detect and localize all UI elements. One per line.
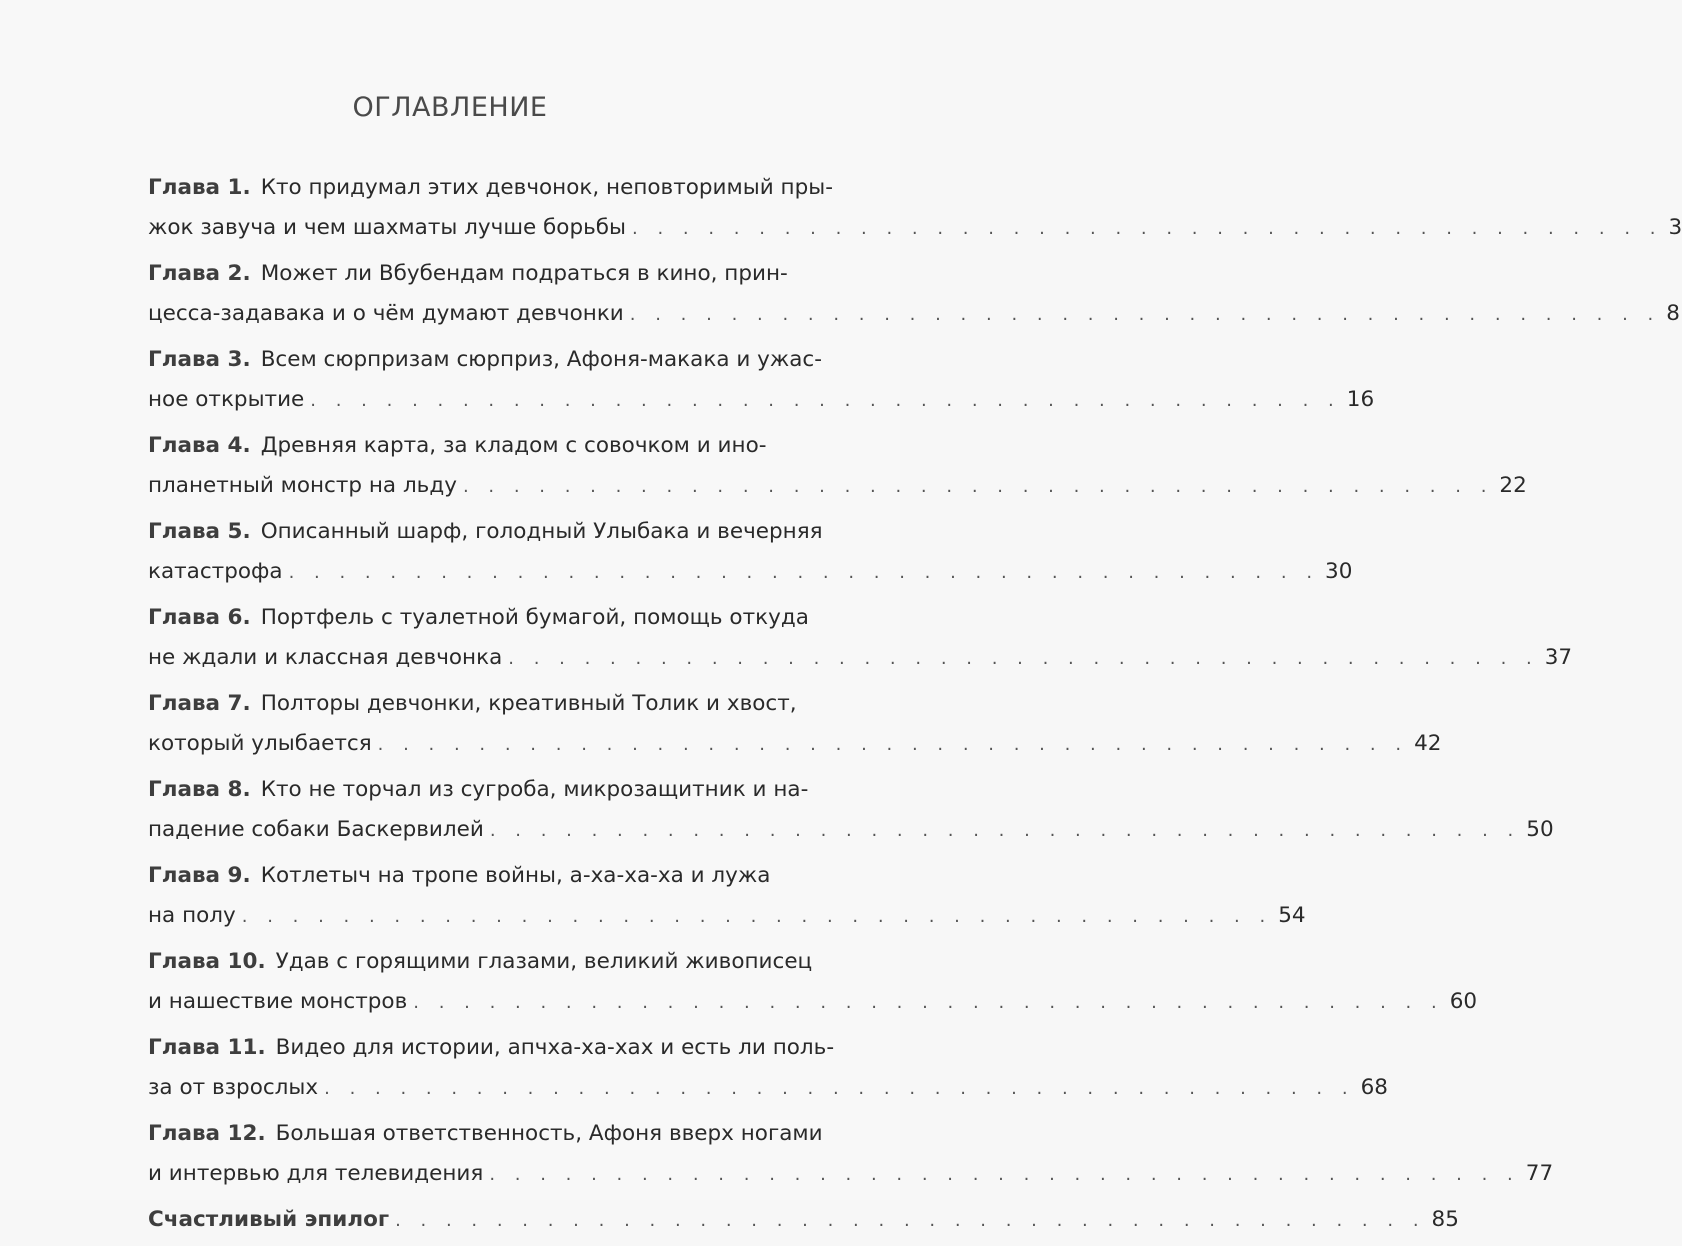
dot-leader: . . . . . . . . . . . . . . . . . . . . . . . . . . . . . . . . . . . . . . . . . xyxy=(242,897,1272,937)
chapter-label: Глава 5. xyxy=(148,512,251,552)
dot-leader: . . . . . . . . . . . . . . . . . . . . . . . . . . . . . . . . . . . . . . . . . xyxy=(413,983,1443,1023)
chapter-title-line1: Кто не торчал из сугроба, микрозащитник и на- xyxy=(261,770,809,810)
dot-leader: . . . . . . . . . . . . . . . . . . . . . . . . . . . . . . . . . . . . . . . . . xyxy=(378,725,1408,765)
toc-entry-epilogue xyxy=(148,1200,792,1240)
toc-entry-12 xyxy=(148,1114,792,1194)
chapter-title-line2: планетный монстр на льду xyxy=(148,466,457,506)
dot-leader: . . . . . . . . . . . . . . . . . . . . . . . . . . . . . . . . . . . . . . . . . xyxy=(508,639,1538,679)
chapter-title-line2: на полу xyxy=(148,896,236,936)
toc-entry-7 xyxy=(148,684,792,764)
chapter-title-line1: Большая ответственность, Афоня вверх ногами xyxy=(276,1114,823,1154)
chapter-label: Глава 4. xyxy=(148,426,251,466)
chapter-label: Глава 9. xyxy=(148,856,251,896)
toc-entry-8 xyxy=(148,770,792,850)
chapter-title-line1: Древняя карта, за кладом с совочком и ино- xyxy=(261,426,767,466)
chapter-title-line2: жок завуча и чем шахматы лучше борьбы xyxy=(148,208,626,248)
chapter-label: Глава 11. xyxy=(148,1028,266,1068)
toc-entry-10 xyxy=(148,942,792,1022)
page-number: 54 xyxy=(1278,896,1305,936)
page-number: 30 xyxy=(1325,552,1352,592)
page-number: 77 xyxy=(1526,1154,1553,1194)
page-number: 37 xyxy=(1545,638,1572,678)
chapter-title-line2: ное открытие xyxy=(148,380,304,420)
page-title: ОГЛАВЛЕНИЕ xyxy=(0,92,900,123)
dot-leader: . . . . . . . . . . . . . . . . . . . . . . . . . . . . . . . . . . . . . . . . . xyxy=(310,381,1340,421)
chapter-title-line1: Портфель с туалетной бумагой, помощь откуда xyxy=(261,598,809,638)
dot-leader: . . . . . . . . . . . . . . . . . . . . . . . . . . . . . . . . . . . . . . . . . xyxy=(324,1069,1354,1109)
dot-leader: . . . . . . . . . . . . . . . . . . . . . . . . . . . . . . . . . . . . . . . . . xyxy=(632,209,1662,249)
page-number: 50 xyxy=(1526,810,1553,850)
chapter-label: Глава 1. xyxy=(148,168,251,208)
chapter-title-line2: катастрофа xyxy=(148,552,283,592)
dot-leader: . . . . . . . . . . . . . . . . . . . . . . . . . . . . . . . . . . . . . . . . . xyxy=(630,295,1660,335)
chapter-title-line1: Может ли Вбубендам подраться в кино, прин- xyxy=(261,254,788,294)
chapter-title-line1: Описанный шарф, голодный Улыбака и вечерняя xyxy=(261,512,823,552)
chapter-label: Глава 2. xyxy=(148,254,251,294)
toc-entry-3 xyxy=(148,340,792,420)
table-of-contents xyxy=(148,168,792,1246)
chapter-label: Глава 3. xyxy=(148,340,251,380)
chapter-label: Глава 6. xyxy=(148,598,251,638)
chapter-title-line1: Удав с горящими глазами, великий живописец xyxy=(276,942,813,982)
dot-leader: . . . . . . . . . . . . . . . . . . . . . . . . . . . . . . . . . . . . . . . . . xyxy=(395,1201,1425,1241)
toc-entry-4 xyxy=(148,426,792,506)
chapter-title-line2: не ждали и классная девчонка xyxy=(148,638,502,678)
page-number: 3 xyxy=(1669,208,1682,248)
chapter-title-line2: цесса-задавака и о чём думают девчонки xyxy=(148,294,624,334)
chapter-title-line2: и интервью для телевидения xyxy=(148,1154,483,1194)
chapter-label: Глава 8. xyxy=(148,770,251,810)
chapter-title-line1: Кто придумал этих девчонок, неповторимый пры- xyxy=(261,168,833,208)
chapter-title-line2: и нашествие монстров xyxy=(148,982,407,1022)
toc-entry-6 xyxy=(148,598,792,678)
toc-entry-1 xyxy=(148,168,792,248)
chapter-title-line2: который улыбается xyxy=(148,724,372,764)
toc-entry-2 xyxy=(148,254,792,334)
dot-leader: . . . . . . . . . . . . . . . . . . . . . . . . . . . . . . . . . . . . . . . . . xyxy=(289,553,1319,593)
page-number: 60 xyxy=(1450,982,1477,1022)
chapter-title-line2: падение собаки Баскервилей xyxy=(148,810,484,850)
chapter-title-line1: Полторы девчонки, креативный Толик и хвост, xyxy=(261,684,797,724)
toc-entry-9 xyxy=(148,856,792,936)
page-number: 8 xyxy=(1666,294,1680,334)
toc-entry-11 xyxy=(148,1028,792,1108)
dot-leader: . . . . . . . . . . . . . . . . . . . . . . . . . . . . . . . . . . . . . . . . . xyxy=(463,467,1493,507)
chapter-title-line2: за от взрослых xyxy=(148,1068,318,1108)
chapter-label: Глава 7. xyxy=(148,684,251,724)
chapter-label: Глава 10. xyxy=(148,942,266,982)
chapter-title-line1: Всем сюрпризам сюрприз, Афоня-макака и ужас- xyxy=(261,340,822,380)
page-number: 42 xyxy=(1414,724,1441,764)
page-number: 22 xyxy=(1499,466,1526,506)
page-number: 85 xyxy=(1432,1200,1459,1240)
dot-leader: . . . . . . . . . . . . . . . . . . . . . . . . . . . . . . . . . . . . . . . . . xyxy=(489,1155,1519,1195)
toc-entry-5 xyxy=(148,512,792,592)
epilogue-label: Счастливый эпилог xyxy=(148,1200,389,1240)
chapter-label: Глава 12. xyxy=(148,1114,266,1154)
chapter-title-line1: Видео для истории, апчха-ха-хах и есть ли поль- xyxy=(276,1028,834,1068)
page-number: 68 xyxy=(1361,1068,1388,1108)
chapter-title-line1: Котлетыч на тропе войны, а-ха-ха-ха и лужа xyxy=(261,856,771,896)
page-number: 16 xyxy=(1347,380,1374,420)
dot-leader: . . . . . . . . . . . . . . . . . . . . . . . . . . . . . . . . . . . . . . . . . xyxy=(490,811,1520,851)
